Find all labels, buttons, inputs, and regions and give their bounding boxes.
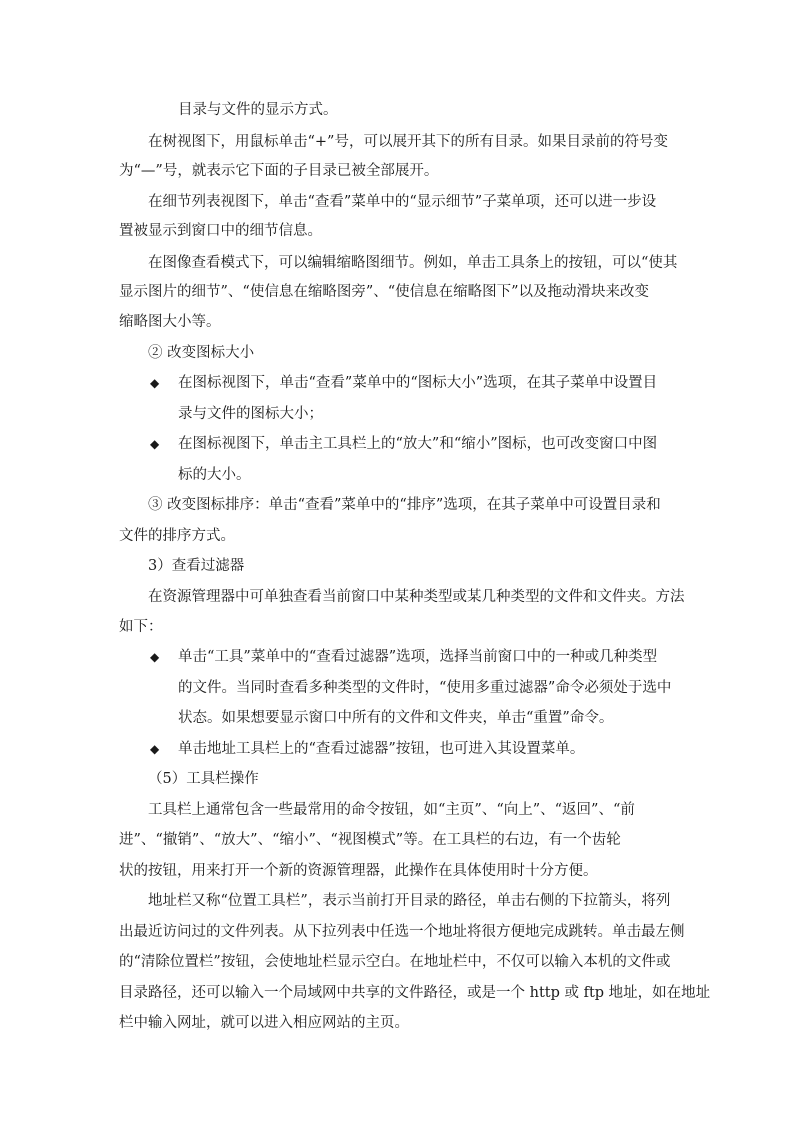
text-line: 的“清除位置栏”按钮，会使地址栏显示空白。在地址栏中，不仅可以输入本机的文件或 bbox=[119, 954, 671, 970]
text-line: 状的按钮，用来打开一个新的资源管理器，此操作在具体使用时十分方便。 bbox=[119, 863, 598, 879]
text-line: 缩略图大小等。 bbox=[119, 314, 221, 330]
list-item-continuation: 标的大小。 bbox=[178, 467, 251, 483]
black-diamond-icon: ◆ bbox=[150, 376, 160, 390]
text-line: 在资源管理器中可单独查看当前窗口中某种类型或某几种类型的文件和文件夹。方法 bbox=[148, 589, 685, 605]
black-diamond-icon: ◆ bbox=[150, 437, 160, 451]
text-line: 目录路径，还可以输入一个局域网中共享的文件路径，或是一个 http 或 ftp 地址，如在地址 bbox=[119, 985, 711, 1001]
text-line: 置被显示到窗口中的细节信息。 bbox=[119, 223, 322, 239]
text-line: 进”、“撤销”、“放大”、“缩小”、“视图模式”等。在工具栏的右边，有一个齿轮 bbox=[119, 832, 621, 848]
text-line: 目录与文件的显示方式。 bbox=[178, 102, 338, 118]
list-item: 单击“工具”菜单中的“查看过滤器”选项，选择当前窗口中的一种或几种类型 bbox=[178, 649, 658, 665]
black-diamond-icon: ◆ bbox=[150, 742, 160, 756]
text-line: 在树视图下，用鼠标单击“+”号，可以展开其下的所有目录。如果目录前的符号变 bbox=[148, 134, 668, 150]
list-item-continuation: 状态。如果想要显示窗口中所有的文件和文件夹，单击“重置”命令。 bbox=[178, 710, 614, 726]
list-item: 在图标视图下，单击“查看”菜单中的“图标大小”选项，在其子菜单中设置目 bbox=[178, 375, 658, 391]
text-line: 工具栏上通常包含一些最常用的命令按钮，如“主页”、“向上”、“返回”、“前 bbox=[148, 802, 635, 818]
text-line: 在细节列表视图下，单击“查看”菜单中的“显示细节”子菜单项，还可以进一步设 bbox=[148, 194, 657, 210]
text-line: 出最近访问过的文件列表。从下拉列表中任选一个地址将很方便地完成跳转。单击最左侧 bbox=[119, 924, 685, 940]
black-diamond-icon: ◆ bbox=[150, 650, 160, 664]
text-line: 文件的排序方式。 bbox=[119, 528, 235, 544]
text-line: 为“—”号，就表示它下面的子目录已被全部展开。 bbox=[119, 163, 439, 179]
text-line: 如下： bbox=[119, 619, 163, 635]
text-line: 地址栏又称“位置工具栏”，表示当前打开目录的路径，单击右侧的下拉箭头，将列 bbox=[148, 893, 671, 909]
section-heading: 3）查看过滤器 bbox=[148, 558, 245, 574]
text-line: 显示图片的细节”、“使信息在缩略图旁”、“使信息在缩略图下”以及拖动滑块来改变 bbox=[119, 284, 650, 300]
list-item: 单击地址工具栏上的“查看过滤器”按钮，也可进入其设置菜单。 bbox=[178, 741, 585, 757]
section-heading: （5）工具栏操作 bbox=[148, 771, 259, 787]
list-item-continuation: 的文件。当同时查看多种类型的文件时，“使用多重过滤器”命令必须处于选中 bbox=[178, 680, 672, 696]
list-item-continuation: 录与文件的图标大小； bbox=[178, 406, 323, 422]
section-heading: ③ 改变图标排序：单击“查看”菜单中的“排序”选项，在其子菜单中可设置目录和 bbox=[148, 497, 661, 513]
text-line: 在图像查看模式下，可以编辑缩略图细节。例如，单击工具条上的按钮，可以“使其 bbox=[148, 255, 678, 271]
section-heading: ② 改变图标大小 bbox=[148, 345, 255, 361]
list-item: 在图标视图下，单击主工具栏上的“放大”和“缩小”图标，也可改变窗口中图 bbox=[178, 436, 658, 452]
text-line: 栏中输入网址，就可以进入相应网站的主页。 bbox=[119, 1015, 409, 1031]
